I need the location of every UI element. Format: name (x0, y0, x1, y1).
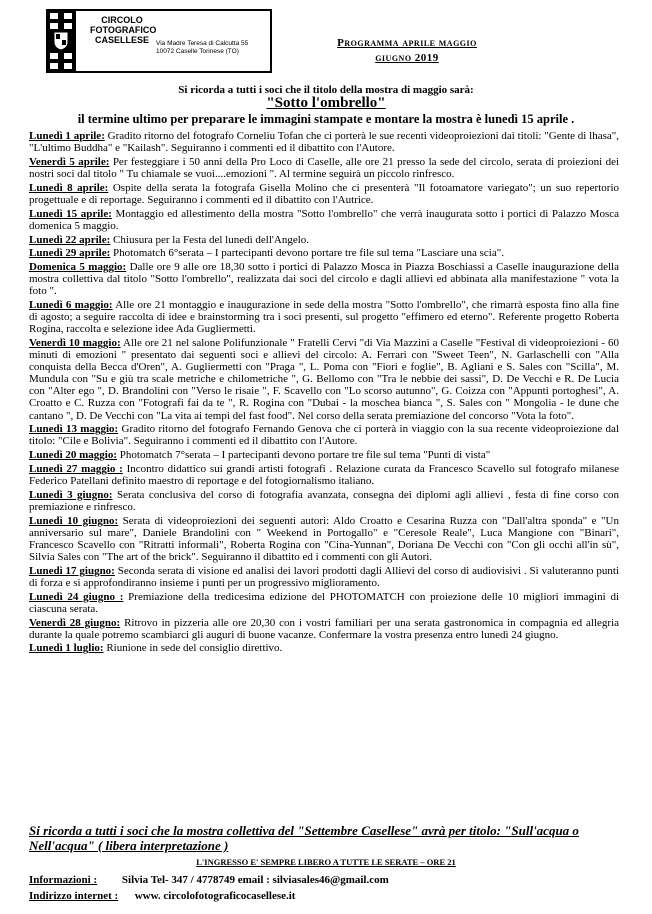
entry-date: Venerdì 28 giugno: (29, 616, 121, 629)
website-link[interactable]: www. circolofotograficocasellese.it (134, 890, 296, 902)
entry-date: Lunedì 29 aprile: (29, 247, 111, 260)
entry-text: Alle ore 21 montaggio e inaugurazione in sede della mostra "Sotto l'ombrello", che rimarrà esposta fino alla fine di agosto; a seguire raccolta di idee e brainstorming tra i soci presenti, sul progetto "effimero ed eterno". Referente progetto Roberta Rogina, raccolta e selezione idee Ada Gugliermetti. (29, 299, 619, 336)
entry-text: Montaggio ed allestimento della mostra "Sotto l'ombrello" che verrà inaugurata sotto i portici di Palazzo Mosca domenica 5 maggio. (29, 207, 619, 232)
free-entry-note: L'INGRESSO E' SEMPRE LIBERO A TUTTE LE SERATE – ORE 21 (196, 857, 456, 867)
program-entry (29, 337, 619, 422)
entry-text: Chiusura per la Festa del lunedì dell'Angelo. (110, 233, 310, 246)
program-entry (29, 261, 619, 297)
closing-note: Si ricorda a tutti i soci che la mostra collettiva del "Settembre Casellese" avrà per titolo: "Sull'acqua o Nell'acqua" ( libera interpretazione ) (29, 823, 579, 853)
program-entry (29, 247, 619, 259)
program-heading-line1: Programma aprile maggio (337, 37, 477, 49)
program-entry (29, 591, 619, 615)
program-entry (29, 565, 619, 589)
logo-club-name: CIRCOLO FOTOGRAFICO CASELLESE (90, 15, 157, 45)
club-logo (46, 9, 272, 73)
entry-text: Photomatch 6°serata – I partecipanti devono portare tre file sul tema "Lasciare una scia". (110, 247, 504, 260)
entry-date: Lunedì 22 aprile: (29, 233, 111, 246)
logo-address: Via Madre Teresa di Calcutta 55 10072 Caselle Torinese (TO) (156, 40, 249, 55)
entry-text: Dalle ore 9 alle ore 18,30 sotto i portici di Palazzo Mosca in Piazza Boschiassi a Caselle inaugurazione della mostra collettiva dal titolo "Sotto l'ombrello", realizzata dai soci del circolo e dagli allievi ed abbinata alla manifestazione " vota la foto ". (29, 261, 619, 298)
program-entry (29, 299, 619, 335)
entry-date: Lunedì 6 maggio: (29, 299, 113, 312)
program-entry (29, 156, 619, 180)
program-entry (29, 642, 619, 654)
entry-date: Lunedì 10 giugno: (29, 514, 119, 527)
entry-date: Lunedì 17 giugno: (29, 564, 115, 577)
program-entry (29, 130, 619, 154)
program-entry (29, 208, 619, 232)
program-entry (29, 182, 619, 206)
program-entry (29, 515, 619, 563)
entry-text: Ospite della serata la fotografa Gisella Molino che ci presenterà "Il fotoamatore variegato"; un suo repertorio progettuale e di reportage. Seguiranno i commenti ed il dibattito con l'Autrice. (29, 181, 619, 206)
entry-date: Lunedì 15 aprile: (29, 207, 112, 220)
entry-text: Serata di videoproiezioni dei seguenti autori: Aldo Croatto e Cesarina Ruzza con "Dall'altra sponda" e "Un anniversario sul mare", Daniele Brandolini con " Weekend in Portogallo" e "Ceresole Reale", Luca Mangione con "Binari", Francesco Scavello con "Ritratti informali", Roberta Rogina con "Cina-Yunnan", Doriana De Vecchi con "Con gli occhi all'in sù", Silvia Sales con "The art of the brick". Seguiranno il dibattito ed i commenti con gli Autori. (29, 514, 619, 564)
program-entry (29, 234, 619, 246)
website-label: Indirizzo internet : (29, 890, 119, 902)
contact-info (29, 874, 389, 886)
website-info (29, 890, 295, 902)
entry-date: Lunedì 24 giugno : (29, 590, 124, 603)
entry-text: Premiazione della tredicesima edizione del PHOTOMATCH con proiezione delle 10 migliori immagini di ciascuna serata. (29, 590, 619, 615)
entry-date: Lunedì 13 maggio: (29, 423, 119, 436)
entry-text: Seconda serata di visione ed analisi dei lavori prodotti dagli Allievi del corso di audiovisivi . Si valuteranno punti di forza e si approfondiranno insieme i punti per un progressivo miglioramento. (29, 564, 619, 589)
entry-text: Photomatch 7°serata – I partecipanti devono portare tre file sul tema "Punti di vista" (117, 449, 491, 462)
program-entry (29, 463, 619, 487)
program-entry (29, 449, 619, 461)
shield-icon (53, 31, 69, 51)
film-strip-icon (46, 9, 76, 73)
entry-date: Lunedì 1 aprile: (29, 130, 105, 142)
entry-text: Alle ore 21 nel salone Polifunzionale " Fratelli Cervi "di Via Mazzini a Caselle "Festival di videoproiezioni - 60 minuti di emozioni " presentato dai seguenti soci e allievi del circolo: A. Ferrari con "Sweet Teen", N. Garlaschelli con "Alla conquista della Becca d'Oren", A. Gugliermetti con "Praga ", L. Poma con "Fiori e foglie", B. Agliani e S. Sales con "Scilla", M. Mundula con "Su e giù tra scale metriche e chilometriche ", G. Bellomo con "Tra le nebbie dei sassi", D. De Vecchi e R. De Lucia con "Alter ego ", D. Brandolini con "Verso le risaie ", F. Scavello con "Lo scorso autunno", G. Coizza con "Appunti portoghesi", A. Croatto e C. Ruzza con "Fotografi fai da te ", R. Rogina con "Dubai - la moschea bianca ", S. Sales con " Mongolia - le dune che cantano ", D. De Vecchi con "La vita ai tempi del fast food". Nel corso della serata premiazione del concorso "Vota la foto". (29, 337, 619, 422)
entry-text: Incontro didattico sui grandi artisti fotografi . Relazione curata da Francesco Scavello sul fotografo milanese Federico Patellani definito maestro di reportage e del fotogiornalismo italiano. (29, 463, 619, 488)
program-heading-line2: giugno 2019 (375, 52, 439, 64)
entry-date: Venerdì 5 aprile: (29, 155, 110, 168)
exhibition-title: "Sotto l'ombrello" (266, 95, 386, 111)
entry-date: Lunedì 20 maggio: (29, 449, 118, 462)
program-heading (322, 36, 492, 66)
entry-text: Per festeggiare i 50 anni della Pro Loco di Caselle, alle ore 21 presso la sede del circolo, serata di proiezioni dei nostri soci dal titolo " Tu chiamale se vuoi....emozioni ". Al termine seguirà un piccolo rinfresco. (29, 155, 620, 180)
program-entry (29, 489, 619, 513)
entry-text: Serata conclusiva del corso di fotografia avanzata, consegna dei diplomi agli allievi , festa di fine corso con premiazione e rinfresco. (29, 488, 619, 513)
entry-date: Lunedì 3 giugno: (29, 488, 113, 501)
entry-text: Gradito ritorno del fotografo Corneliu Tofan che ci porterà le sue recenti videoproiezioni dai titoli: "Gente di lhasa", "L'ultimo Buddha" e "Kailash". Seguiranno i commenti ed il dibattito con l'Autore. (29, 130, 619, 155)
program-entry (29, 617, 619, 641)
intro-line: Si ricorda a tutti i soci che il titolo della mostra di maggio sarà: (178, 84, 474, 96)
deadline-note: il termine ultimo per preparare le immagini stampate e montare la mostra è lunedì 15 aprile . (77, 112, 575, 126)
entry-date: Venerdì 10 maggio: (29, 337, 121, 349)
entry-text: Riunione in sede del consiglio direttivo. (103, 642, 283, 655)
contact-label: Informazioni : (29, 874, 98, 886)
entry-date: Lunedì 1 luglio: (29, 642, 104, 655)
entry-text: Ritrovo in pizzeria alle ore 20,30 con i vostri familiari per una serata gastronomica in compagnia ed allegria durante la quale potremo scambiarci gli auguri di buone vacanze. Confermare la vostra presenza entro lunedì 24 giugno. (29, 616, 620, 641)
entry-date: Lunedì 8 aprile: (29, 181, 109, 194)
program-entry (29, 423, 619, 447)
entry-date: Lunedì 27 maggio : (29, 463, 123, 475)
entry-date: Domenica 5 maggio: (29, 261, 127, 274)
program-list (29, 130, 619, 656)
contact-details: Silvia Tel- 347 / 4778749 email : silviasales46@gmail.com (121, 874, 389, 886)
entry-text: Gradito ritorno del fotografo Fernando Genova che ci porterà in viaggio con la sua recente videoproiezione dal titolo: "Cile e Bolivia". Seguiranno i commenti ed il dibattito con l'Autore. (29, 423, 619, 448)
